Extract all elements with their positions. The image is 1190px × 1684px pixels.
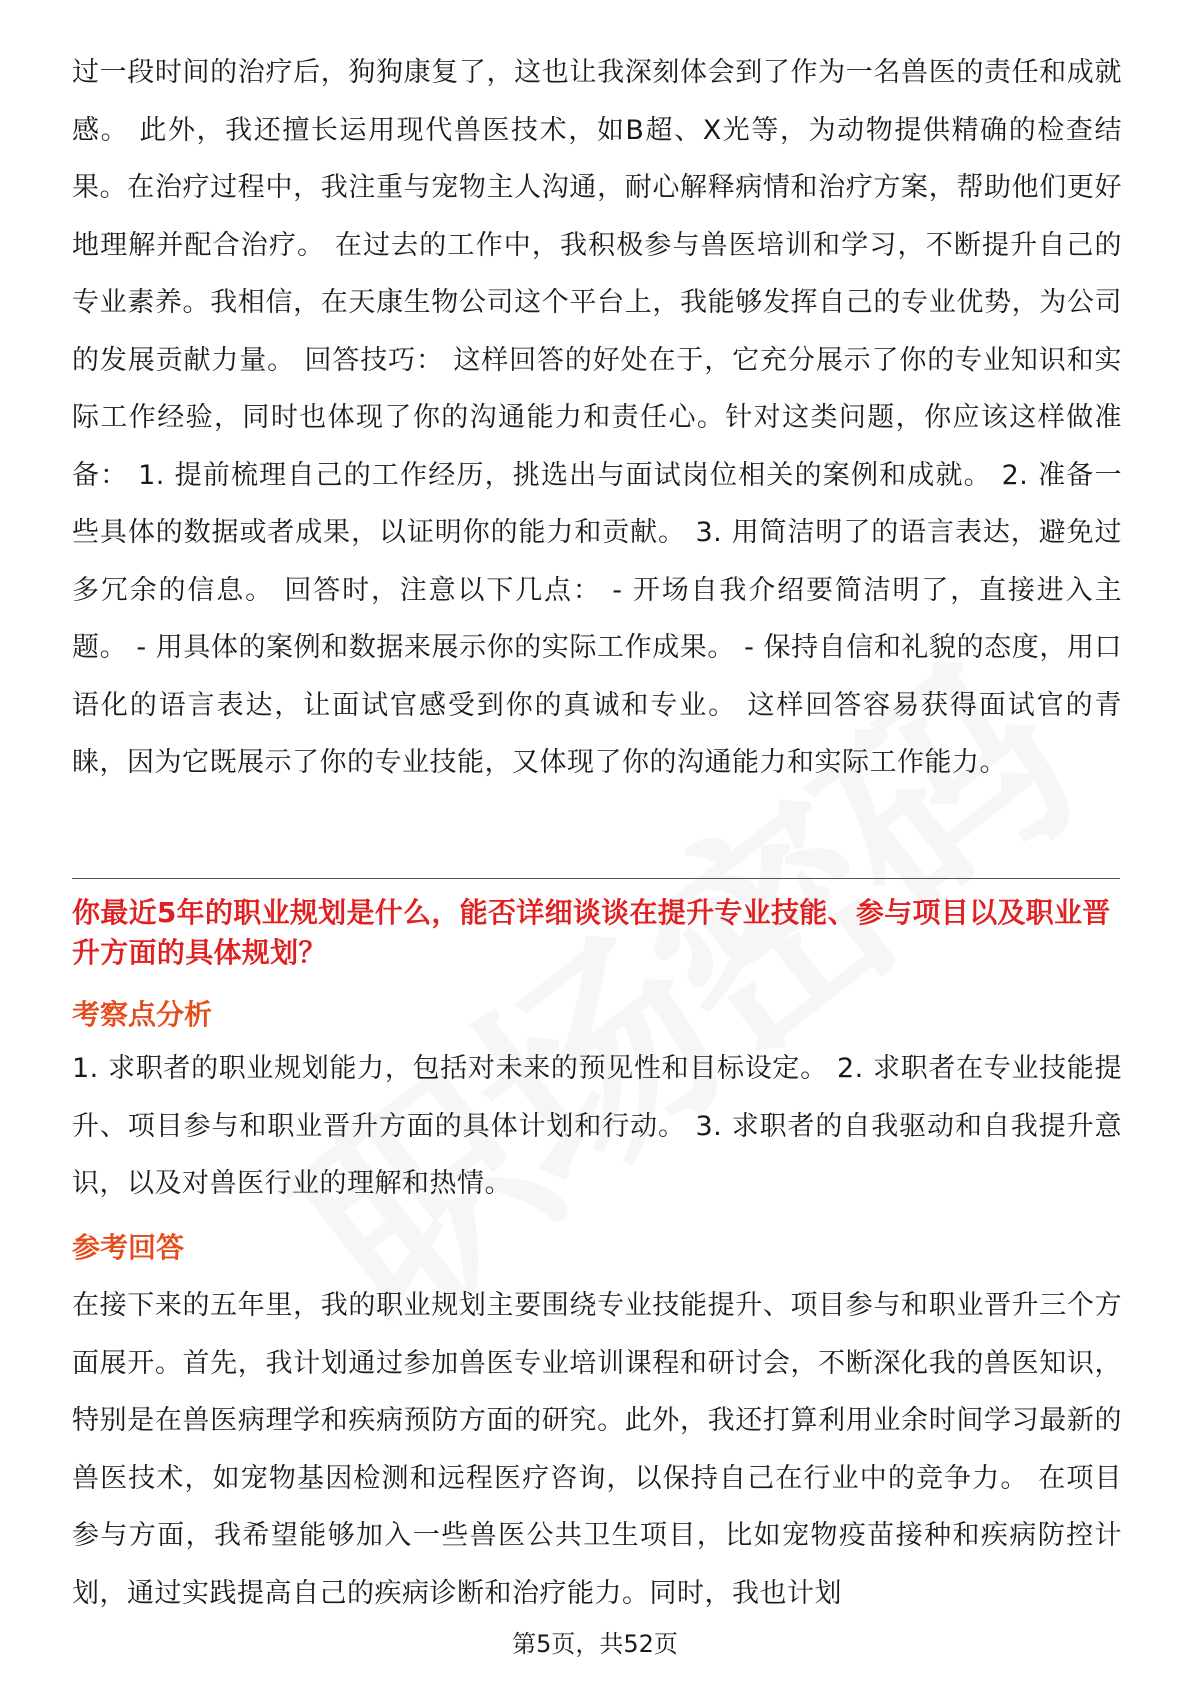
reference-block [72, 1277, 1122, 1622]
reference-body: 在接下来的五年里，我的职业规划主要围绕专业技能提升、项目参与和职业晋升三个方面展开。首先，我计划通过参加兽医专业培训课程和研讨会，不断深化我的兽医知识，特别是在兽医病理学和疾病预防方面的研究。此外，我还打算利用业余时间学习最新的兽医技术，如宠物基因检测和远程医疗咨询，以保持自己在行业中的竞争力。 在项目参与方面，我希望能够加入一些兽医公共卫生项目，比如宠物疫苗接种和疾病防控计划，通过实践提高自己的疾病诊断和治疗能力。同时，我也计划 [72, 1290, 1122, 1609]
reference-heading: 参考回答 [72, 1231, 185, 1264]
intro-paragraph: 过一段时间的治疗后，狗狗康复了，这也让我深刻体会到了作为一名兽医的责任和成就感。 此外，我还擅长运用现代兽医技术，如B超、X光等，为动物提供精确的检查结果。在治疗过程中，我注重与宠物主人沟通，耐心解释病情和治疗方案，帮助他们更好地理解并配合治疗。 在过去的工作中，我积极参与兽医培训和学习，不断提升自己的专业素养。我相信，在天康生物公司这个平台上，我能够发挥自己的专业优势，为公司的发展贡献力量。 回答技巧： 这样回答的好处在于，它充分展示了你的专业知识和实际工作经验，同时也体现了你的沟通能力和责任心。针对这类问题，你应该这样做准备： 1. 提前梳理自己的工作经历，挑选出与面试岗位相关的案例和成就。 2. 准备一些具体的数据或者成果，以证明你的能力和贡献。 3. 用简洁明了的语言表达，避免过多冗余的信息。 回答时，注意以下几点： - 开场自我介绍要简洁明了，直接进入主题。 - 用具体的案例和数据来展示你的实际工作成果。 - 保持自信和礼貌的态度，用口语化的语言表达，让面试官感受到你的真诚和专业。 这样回答容易获得面试官的青睐，因为它既展示了你的专业技能，又体现了你的沟通能力和实际工作能力。 [72, 57, 1122, 778]
analysis-heading: 考察点分析 [72, 998, 213, 1031]
page-number: 第5页，共52页 [512, 1630, 678, 1658]
section-divider [72, 878, 1120, 879]
question-title: 你最近5年的职业规划是什么，能否详细谈谈在提升专业技能、参与项目以及职业晋升方面的具体规划？ [72, 896, 1111, 969]
intro-block [72, 44, 1122, 792]
analysis-block [72, 1040, 1122, 1213]
analysis-body: 1. 求职者的职业规划能力，包括对未来的预见性和目标设定。 2. 求职者在专业技能提升、项目参与和职业晋升方面的具体计划和行动。 3. 求职者的自我驱动和自我提升意识，以及对兽医行业的理解和热情。 [72, 1053, 1122, 1199]
